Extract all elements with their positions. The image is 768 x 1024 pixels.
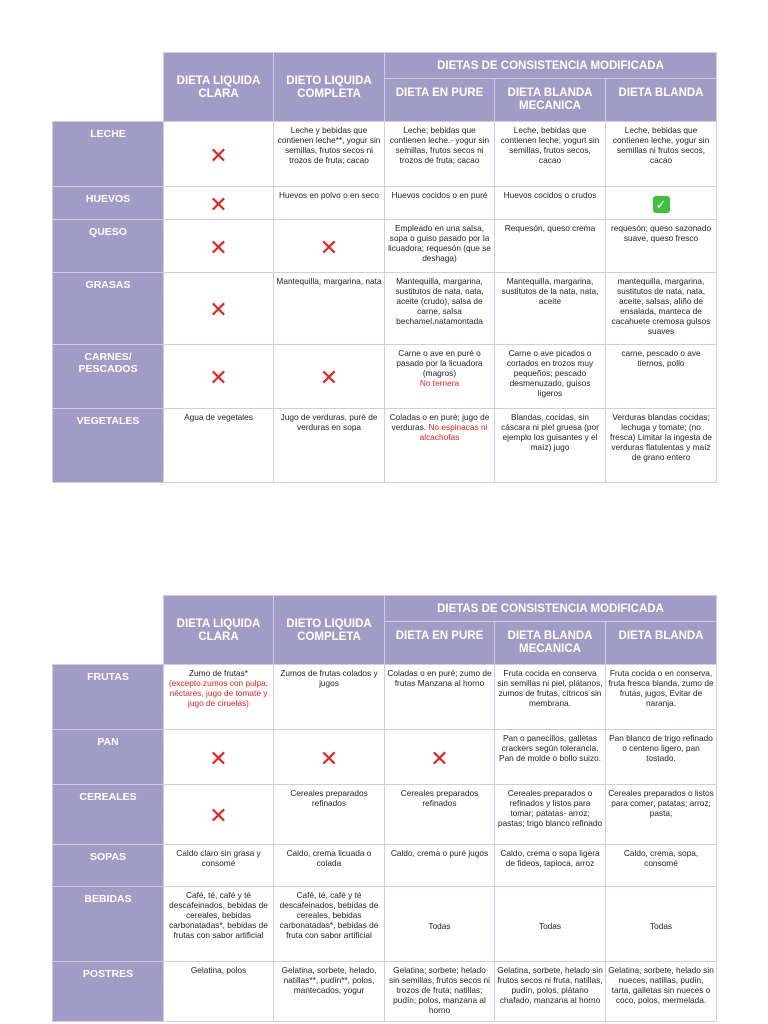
cell-warning-text: No espinacas ni alcachofas	[419, 422, 488, 442]
table-cell	[385, 409, 495, 483]
table-cell: Cereales preparados o listos para comer; patatas; arroz; pasta;	[606, 785, 717, 845]
row-label-bebidas: BEBIDAS	[53, 887, 164, 962]
cell-text: Zumo de frutas*	[188, 668, 249, 678]
table-cell: Cereales preparados refinados	[274, 785, 385, 845]
cell-warning-text: No ternera	[419, 378, 460, 388]
cell-warning-text: (excepto zumos con pulpa, néctares, jugo de tomate y jugo de ciruelas)	[168, 678, 269, 708]
table-cell: Todas	[385, 887, 495, 962]
diet-table-1	[52, 52, 717, 483]
table-cell: Fruta cocida en conserva sin semillas ni piel, plátanos, zumos de frutas, cítricos sin membrana.	[495, 665, 606, 730]
cell-text: Carne o ave en puré o pasado por la licuadora (magros)	[396, 348, 483, 378]
table-cell: Leche; bebidas que contienen leche.- yogur sin semillas, frutos secos ni trozos de fruta; cacao	[385, 122, 495, 187]
table-cell: Jugo de verduras, puré de verduras en sopa	[274, 409, 385, 483]
table-cell: Requesón, queso crema	[495, 220, 606, 273]
corner-blank	[53, 53, 164, 122]
table-cell: requesón; queso sazonado suave, queso fresco	[606, 220, 717, 273]
red-cross-icon: ✕	[319, 365, 339, 390]
row-label-cereales: CEREALES	[53, 785, 164, 845]
cell-empty	[274, 220, 385, 273]
table-cell: Gelatina, sorbete, helado sin nueces, natillas, pudín, tarta, galletas sin nueces o coco, polos, mermelada.	[606, 962, 717, 1022]
green-check-icon: ✓	[653, 196, 670, 213]
table-cell: Cereales preparados o refinados y listos para tomar; patatas- arroz; pastas; trigo blanco refinado	[495, 785, 606, 845]
table-cell: Carne o ave picados o cortados en trozos muy pequeños; pescado desmenuzado, guisos ligeros	[495, 345, 606, 409]
table-cell: Huevos en polvo o en seco	[274, 187, 385, 220]
header-liquida-clara: DIETA LIQUIDA CLARA	[164, 53, 274, 122]
red-cross-icon: ✕	[209, 365, 228, 390]
table-cell: Café, té, café y té descafeinados, bebidas de cereales, bebidas carbonatadas*, bebidas de fruta con sabor artificial	[274, 887, 385, 962]
table-cell: Gelatina, sorbete, helado sin frutos secos ni fruta, natillas, pudín, polos, plátano chafado, manzana al horno	[495, 962, 606, 1022]
table-cell: Pan o panecillos, galletas crackers según tolerancia. Pan de molde o bollo suizo.	[495, 730, 606, 785]
table-cell: Mantequilla, margarina, sustitutos de nata, nata, aceite (crudo), salsa de carne, salsa bechamel,natamontada	[385, 273, 495, 345]
table-cell: Coladas o en puré; zumo de frutas Manzana al horno	[385, 665, 495, 730]
header-blanda-mecanica: DIETA BLANDA MECANICA	[495, 622, 606, 665]
red-cross-icon: ✕	[319, 745, 339, 771]
table-cell: carne, pescado o ave tiernos, pollo	[606, 345, 717, 409]
table-row	[53, 665, 717, 730]
cell-empty	[164, 345, 274, 409]
cell-empty	[274, 345, 385, 409]
table-cell: Leche, bebidas que contienen leche, yogur sin semillas ni frutos secos, cacao	[606, 122, 717, 187]
table-row	[53, 962, 717, 1022]
cell-empty	[274, 730, 385, 785]
header-blanda-mecanica: DIETA BLANDA MECANICA	[495, 79, 606, 122]
red-cross-icon: ✕	[209, 142, 228, 168]
header-group-modificada: DIETAS DE CONSISTENCIA MODIFICADA	[385, 53, 717, 79]
table-cell: Pan blanco de trigo refinado o centeno ligero, pan tostado.	[606, 730, 717, 785]
row-label-grasas: GRASAS	[53, 273, 164, 345]
red-cross-icon: ✕	[209, 297, 228, 322]
row-label-huevos: HUEVOS	[53, 187, 164, 220]
header-liquida-completa: DIETO LIQUIDA COMPLETA	[274, 53, 385, 122]
table-row	[53, 887, 717, 962]
row-label-pan: PAN	[53, 730, 164, 785]
table-cell: Huevos cocidos o crudos	[495, 187, 606, 220]
table-cell: Todas	[495, 887, 606, 962]
row-label-queso: QUESO	[53, 220, 164, 273]
row-label-frutas: FRUTAS	[53, 665, 164, 730]
cell-empty	[385, 730, 495, 785]
header-pure: DIETA EN PURE	[385, 79, 495, 122]
table-cell: Verduras blandas cocidas; lechuga y tomate; (no fresca) Limitar la ingesta de verduras flatulentas y maíz de grano entero	[606, 409, 717, 483]
diet-table-2	[52, 595, 717, 1022]
table-cell: Agua de vegetales	[164, 409, 274, 483]
table-cell	[385, 345, 495, 409]
header-blanda: DIETA BLANDA	[606, 79, 717, 122]
table-cell: Gelatina, polos	[164, 962, 274, 1022]
table-cell: Caldo, crema licuada o colada	[274, 845, 385, 887]
row-label-carnes-pescados: CARNES/ PESCADOS	[53, 345, 164, 409]
table-cell: Cereales preparados refinados	[385, 785, 495, 845]
table-cell: Gelatina, sorbete, helado, natillas**, pudín**, polos, mantecados, yogur	[274, 962, 385, 1022]
table-row	[53, 122, 717, 187]
red-cross-icon: ✕	[319, 234, 339, 260]
row-label-sopas: SOPAS	[53, 845, 164, 887]
header-pure: DIETA EN PURE	[385, 622, 495, 665]
table-row	[53, 785, 717, 845]
table-row	[53, 845, 717, 887]
table-cell: Gelatina; sorbete; helado sin semillas, frutos secos ni trozos de fruta; natillas; pudín; polos, manzana al horno	[385, 962, 495, 1022]
cell-empty	[164, 122, 274, 187]
cell-empty	[164, 220, 274, 273]
table-cell: Caldo, crema o puré jugos	[385, 845, 495, 887]
table-cell: Zumos de frutas colados y jugos	[274, 665, 385, 730]
header-blanda: DIETA BLANDA	[606, 622, 717, 665]
red-cross-icon: ✕	[209, 234, 228, 260]
red-cross-icon: ✕	[209, 745, 228, 771]
table-row	[53, 409, 717, 483]
table-cell: Mantequilla, margarina, nata	[274, 273, 385, 345]
table-cell: Café, té, café y té descafeinados, bebidas de cereales, bebidas carbonatadas*, bebidas de frutas con sabor artificial	[164, 887, 274, 962]
cell-empty	[164, 273, 274, 345]
header-liquida-completa: DIETO LIQUIDA COMPLETA	[274, 596, 385, 665]
row-label-postres: POSTRES	[53, 962, 164, 1022]
red-cross-icon: ✕	[430, 745, 449, 771]
row-label-vegetales: VEGETALES	[53, 409, 164, 483]
red-cross-icon: ✕	[209, 191, 228, 217]
table-cell: Fruta cocida o en conserva, fruta fresca blanda, zumo de frutas, jugos, Evitar de naranja.	[606, 665, 717, 730]
corner-blank	[53, 596, 164, 665]
table-cell: Blandas, cocidas, sin cáscara ni piel gruesa (por ejemplo los guisantes y el maíz) jugo	[495, 409, 606, 483]
cell-check	[606, 187, 717, 220]
table-cell: Todas	[606, 887, 717, 962]
table-cell: Empleado en una salsa, sopa o guiso pasado por la licuadora; requesón (que se deshaga)	[385, 220, 495, 273]
cell-empty	[164, 187, 274, 220]
table-cell: mantequilla, margarina, sustitutos de nata, nata, aceite, salsas, aliño de ensalada, manteca de cacahuete cremosa gulsos suaves	[606, 273, 717, 345]
header-liquida-clara: DIETA LIQUIDA CLARA	[164, 596, 274, 665]
row-label-leche: LECHE	[53, 122, 164, 187]
table-cell	[164, 665, 274, 730]
table-cell: Leche, bebidas que contienen leche, yogurt sin semillas, frutos secos, cacao	[495, 122, 606, 187]
header-group-modificada: DIETAS DE CONSISTENCIA MODIFICADA	[385, 596, 717, 622]
cell-empty	[164, 730, 274, 785]
table-row	[53, 187, 717, 220]
table-cell: Leche y bebidas que contienen leche**, yogur sin semillas, frutos secos ni trozos de fruta; cacao	[274, 122, 385, 187]
table-cell: Caldo, crema, sopa, consomé	[606, 845, 717, 887]
table-cell: Huevos cocidos o en puré	[385, 187, 495, 220]
cell-empty	[164, 785, 274, 845]
red-cross-icon: ✕	[209, 803, 228, 828]
table-cell: Caldo claro sin grasa y consomé	[164, 845, 274, 887]
table-row	[53, 730, 717, 785]
table-cell: Mantequilla, margarina, sustitutos de la nata, nata, aceite	[495, 273, 606, 345]
table-row	[53, 345, 717, 409]
cell-text: Coladas o en puré; jugo de verduras.	[389, 412, 490, 432]
table-row	[53, 220, 717, 273]
table-row	[53, 273, 717, 345]
table-cell: Caldo, crema o sopa ligera de fideos, tapioca, arroz	[495, 845, 606, 887]
